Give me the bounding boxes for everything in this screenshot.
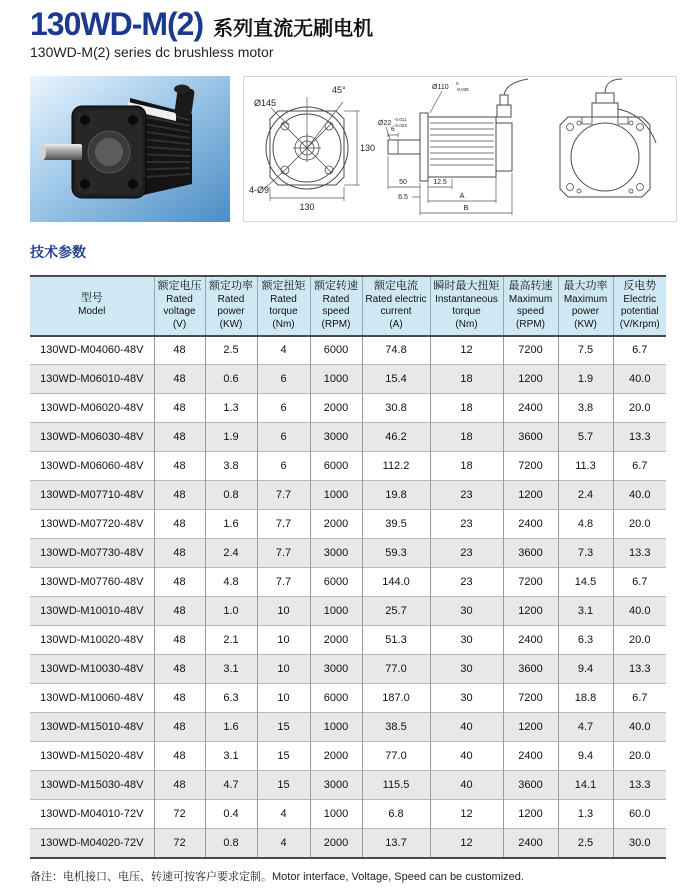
- value-cell: 51.3: [362, 626, 430, 655]
- value-cell: 2.5: [558, 829, 613, 858]
- table-row: [30, 713, 666, 742]
- side-view-drawing: [376, 77, 538, 223]
- value-cell: 48: [154, 684, 205, 713]
- table-row: [30, 539, 666, 568]
- value-cell: 12: [430, 800, 503, 829]
- value-cell: 48: [154, 713, 205, 742]
- value-cell: 48: [154, 481, 205, 510]
- value-cell: 2.4: [558, 481, 613, 510]
- column-header: 型号 Model: [30, 276, 154, 336]
- dim-shaft-tol-bottom: -0.023: [394, 122, 407, 128]
- value-cell: 115.5: [362, 771, 430, 800]
- value-cell: 0.4: [205, 800, 257, 829]
- value-cell: 10: [257, 626, 310, 655]
- value-cell: 77.0: [362, 655, 430, 684]
- dim-front-step: 12.5: [433, 178, 447, 186]
- value-cell: 6000: [310, 336, 362, 365]
- value-cell: 18: [430, 452, 503, 481]
- value-cell: 48: [154, 568, 205, 597]
- column-header: 额定电流 Rated electric current (A): [362, 276, 430, 336]
- table-row: [30, 626, 666, 655]
- dim-flange-diameter: Ø145: [254, 97, 277, 108]
- value-cell: 2400: [503, 626, 558, 655]
- dim-total-length: B: [463, 202, 469, 212]
- value-cell: 4.7: [205, 771, 257, 800]
- value-cell: 7.5: [558, 336, 613, 365]
- value-cell: 11.3: [558, 452, 613, 481]
- value-cell: 30: [430, 655, 503, 684]
- value-cell: 30: [430, 626, 503, 655]
- value-cell: 1200: [503, 481, 558, 510]
- value-cell: 2400: [503, 742, 558, 771]
- value-cell: 15: [257, 771, 310, 800]
- model-cell: 130WD-M15020-48V: [30, 742, 154, 771]
- value-cell: 1.3: [558, 800, 613, 829]
- value-cell: 18: [430, 365, 503, 394]
- model-cell: 130WD-M07710-48V: [30, 481, 154, 510]
- value-cell: 2.1: [205, 626, 257, 655]
- value-cell: 30.0: [613, 829, 666, 858]
- value-cell: 1200: [503, 713, 558, 742]
- value-cell: 6: [257, 365, 310, 394]
- dim-shaft-length: 50: [399, 178, 407, 186]
- value-cell: 5.7: [558, 423, 613, 452]
- table-header-row: [30, 276, 666, 336]
- column-header: 最大功率 Maximum power (KW): [558, 276, 613, 336]
- value-cell: 2400: [503, 510, 558, 539]
- series-title-cn: 系列直流无刷电机: [213, 18, 374, 40]
- value-cell: 1000: [310, 800, 362, 829]
- value-cell: 2000: [310, 394, 362, 423]
- dim-pilot-tol-bottom: -0.035: [456, 86, 469, 92]
- value-cell: 25.7: [362, 597, 430, 626]
- value-cell: 3.8: [558, 394, 613, 423]
- value-cell: 4.8: [205, 568, 257, 597]
- value-cell: 9.4: [558, 742, 613, 771]
- value-cell: 13.7: [362, 829, 430, 858]
- value-cell: 23: [430, 568, 503, 597]
- value-cell: 7.7: [257, 568, 310, 597]
- media-row: [30, 76, 666, 222]
- value-cell: 9.4: [558, 655, 613, 684]
- value-cell: 40: [430, 742, 503, 771]
- table-row: [30, 365, 666, 394]
- value-cell: 48: [154, 539, 205, 568]
- value-cell: 6.3: [205, 684, 257, 713]
- value-cell: 48: [154, 365, 205, 394]
- value-cell: 40.0: [613, 365, 666, 394]
- value-cell: 48: [154, 452, 205, 481]
- table-row: [30, 800, 666, 829]
- value-cell: 40: [430, 713, 503, 742]
- dim-flange-offset: 6.5: [398, 193, 408, 201]
- model-cell: 130WD-M10060-48V: [30, 684, 154, 713]
- front-view-drawing: [248, 77, 376, 223]
- value-cell: 6.7: [613, 336, 666, 365]
- series-code: 130WD-M(2): [30, 6, 204, 42]
- value-cell: 6000: [310, 684, 362, 713]
- value-cell: 4: [257, 829, 310, 858]
- model-cell: 130WD-M06020-48V: [30, 394, 154, 423]
- table-row: [30, 655, 666, 684]
- value-cell: 112.2: [362, 452, 430, 481]
- table-row: [30, 742, 666, 771]
- motor-photo: [30, 76, 230, 222]
- value-cell: 3600: [503, 423, 558, 452]
- value-cell: 48: [154, 336, 205, 365]
- value-cell: 30: [430, 597, 503, 626]
- value-cell: 7200: [503, 336, 558, 365]
- value-cell: 18: [430, 394, 503, 423]
- value-cell: 13.3: [613, 655, 666, 684]
- table-row: [30, 568, 666, 597]
- value-cell: 7200: [503, 452, 558, 481]
- value-cell: 1200: [503, 365, 558, 394]
- value-cell: 6.3: [558, 626, 613, 655]
- value-cell: 13.3: [613, 539, 666, 568]
- value-cell: 19.8: [362, 481, 430, 510]
- column-header: 额定扭矩 Rated torque (Nm): [257, 276, 310, 336]
- value-cell: 10: [257, 684, 310, 713]
- value-cell: 23: [430, 539, 503, 568]
- value-cell: 10: [257, 597, 310, 626]
- model-cell: 130WD-M06030-48V: [30, 423, 154, 452]
- model-cell: 130WD-M06060-48V: [30, 452, 154, 481]
- value-cell: 7200: [503, 568, 558, 597]
- value-cell: 3000: [310, 771, 362, 800]
- value-cell: 6: [257, 394, 310, 423]
- value-cell: 12: [430, 829, 503, 858]
- value-cell: 48: [154, 597, 205, 626]
- value-cell: 6.7: [613, 452, 666, 481]
- value-cell: 15: [257, 713, 310, 742]
- footer-note: 备注：电机接口、电压、转速可按客户要求定制。Motor interface, Voltage, Speed can be customized.: [30, 870, 524, 883]
- table-row: [30, 394, 666, 423]
- value-cell: 40: [430, 771, 503, 800]
- value-cell: 72: [154, 829, 205, 858]
- value-cell: 1.9: [558, 365, 613, 394]
- value-cell: 6.8: [362, 800, 430, 829]
- value-cell: 23: [430, 510, 503, 539]
- value-cell: 1200: [503, 800, 558, 829]
- value-cell: 48: [154, 771, 205, 800]
- value-cell: 6.7: [613, 684, 666, 713]
- value-cell: 3.1: [205, 655, 257, 684]
- value-cell: 1.0: [205, 597, 257, 626]
- value-cell: 74.8: [362, 336, 430, 365]
- value-cell: 144.0: [362, 568, 430, 597]
- value-cell: 18: [430, 423, 503, 452]
- value-cell: 3000: [310, 655, 362, 684]
- value-cell: 77.0: [362, 742, 430, 771]
- value-cell: 1000: [310, 365, 362, 394]
- value-cell: 6: [257, 452, 310, 481]
- value-cell: 40.0: [613, 713, 666, 742]
- value-cell: 4: [257, 800, 310, 829]
- value-cell: 0.6: [205, 365, 257, 394]
- motor-shaft: [42, 144, 82, 160]
- value-cell: 15: [257, 742, 310, 771]
- value-cell: 1200: [503, 597, 558, 626]
- value-cell: 2400: [503, 394, 558, 423]
- model-cell: 130WD-M04020-72V: [30, 829, 154, 858]
- value-cell: 1.6: [205, 510, 257, 539]
- series-subtitle-en: 130WD-M(2) series dc brushless motor: [30, 43, 274, 60]
- value-cell: 3600: [503, 771, 558, 800]
- value-cell: 48: [154, 655, 205, 684]
- value-cell: 13.3: [613, 423, 666, 452]
- column-header: 瞬时最大扭矩 Instantaneous torque (Nm): [430, 276, 503, 336]
- model-cell: 130WD-M07760-48V: [30, 568, 154, 597]
- dim-pilot-tol-top: 0: [456, 80, 459, 86]
- value-cell: 20.0: [613, 742, 666, 771]
- value-cell: 2000: [310, 626, 362, 655]
- model-cell: 130WD-M07720-48V: [30, 510, 154, 539]
- value-cell: 48: [154, 394, 205, 423]
- value-cell: 1.6: [205, 713, 257, 742]
- value-cell: 7.3: [558, 539, 613, 568]
- spec-table: [30, 275, 666, 859]
- value-cell: 7200: [503, 684, 558, 713]
- value-cell: 20.0: [613, 626, 666, 655]
- column-header: 最高转速 Maximum speed (RPM): [503, 276, 558, 336]
- value-cell: 7.7: [257, 539, 310, 568]
- value-cell: 7.7: [257, 510, 310, 539]
- value-cell: 3000: [310, 539, 362, 568]
- value-cell: 2.5: [205, 336, 257, 365]
- value-cell: 6.7: [613, 568, 666, 597]
- dim-key-width: 6: [391, 125, 395, 133]
- dim-pilot-diameter: Ø110: [432, 83, 449, 91]
- rear-view-drawing: [538, 77, 672, 223]
- value-cell: 2400: [503, 829, 558, 858]
- value-cell: 30: [430, 684, 503, 713]
- value-cell: 14.5: [558, 568, 613, 597]
- value-cell: 3.8: [205, 452, 257, 481]
- table-row: [30, 510, 666, 539]
- value-cell: 20.0: [613, 394, 666, 423]
- value-cell: 3.1: [205, 742, 257, 771]
- column-header: 额定功率 Rated power (KW): [205, 276, 257, 336]
- dim-shaft-tol-top: -0.011: [394, 116, 407, 122]
- value-cell: 3600: [503, 539, 558, 568]
- value-cell: 4: [257, 336, 310, 365]
- column-header: 反电势 Electric potential (V/Krpm): [613, 276, 666, 336]
- value-cell: 48: [154, 423, 205, 452]
- value-cell: 46.2: [362, 423, 430, 452]
- value-cell: 59.3: [362, 539, 430, 568]
- model-cell: 130WD-M04010-72V: [30, 800, 154, 829]
- table-row: [30, 684, 666, 713]
- value-cell: 48: [154, 510, 205, 539]
- value-cell: 38.5: [362, 713, 430, 742]
- value-cell: 1.3: [205, 394, 257, 423]
- value-cell: 30.8: [362, 394, 430, 423]
- value-cell: 7.7: [257, 481, 310, 510]
- model-cell: 130WD-M10030-48V: [30, 655, 154, 684]
- dim-flange-width: 130: [299, 201, 315, 212]
- value-cell: 3600: [503, 655, 558, 684]
- table-row: [30, 452, 666, 481]
- table-row: [30, 829, 666, 858]
- value-cell: 72: [154, 800, 205, 829]
- value-cell: 0.8: [205, 829, 257, 858]
- value-cell: 6000: [310, 568, 362, 597]
- model-cell: 130WD-M04060-48V: [40, 344, 144, 357]
- value-cell: 6: [257, 423, 310, 452]
- value-cell: 39.5: [362, 510, 430, 539]
- value-cell: 40.0: [613, 597, 666, 626]
- dimension-drawings-panel: [243, 76, 677, 222]
- value-cell: 2.4: [205, 539, 257, 568]
- value-cell: 2000: [310, 510, 362, 539]
- table-body: [30, 336, 666, 858]
- model-cell: 130WD-M10020-48V: [30, 626, 154, 655]
- value-cell: 0.8: [205, 481, 257, 510]
- model-cell: 130WD-M15010-48V: [30, 713, 154, 742]
- value-cell: 6000: [310, 452, 362, 481]
- dim-hole-angle: 45°: [332, 84, 346, 95]
- value-cell: 4.8: [558, 510, 613, 539]
- value-cell: 15.4: [362, 365, 430, 394]
- dim-mount-holes: 4-Ø9: [249, 184, 270, 195]
- value-cell: 10: [257, 655, 310, 684]
- value-cell: 1.9: [205, 423, 257, 452]
- table-row: [30, 423, 666, 452]
- value-cell: 40.0: [613, 481, 666, 510]
- model-cell: 130WD-M15030-48V: [30, 771, 154, 800]
- value-cell: 1000: [310, 597, 362, 626]
- value-cell: 4.7: [558, 713, 613, 742]
- value-cell: 60.0: [613, 800, 666, 829]
- column-header: 额定转速 Rated speed (RPM): [310, 276, 362, 336]
- model-cell: 130WD-M06010-48V: [30, 365, 154, 394]
- value-cell: 48: [154, 742, 205, 771]
- value-cell: 3.1: [558, 597, 613, 626]
- value-cell: 12: [430, 336, 503, 365]
- model-cell: 130WD-M10010-48V: [30, 597, 154, 626]
- dim-body-length: A: [459, 190, 465, 200]
- value-cell: 13.3: [613, 771, 666, 800]
- column-header: 额定电压 Rated voltage (V): [154, 276, 205, 336]
- dim-flange-height: 130: [360, 142, 376, 153]
- value-cell: 48: [154, 626, 205, 655]
- table-row: [30, 771, 666, 800]
- page-title: [30, 8, 666, 42]
- table-row: [30, 481, 666, 510]
- dim-shaft-diameter: Ø22: [378, 119, 392, 127]
- value-cell: 2000: [310, 829, 362, 858]
- value-cell: 2000: [310, 742, 362, 771]
- value-cell: 18.8: [558, 684, 613, 713]
- value-cell: 20.0: [613, 510, 666, 539]
- value-cell: 14.1: [558, 771, 613, 800]
- model-cell: 130WD-M07730-48V: [30, 539, 154, 568]
- section-title-tech-params: 技术参数: [30, 243, 86, 260]
- value-cell: 1000: [310, 481, 362, 510]
- table-row: [30, 336, 666, 365]
- value-cell: 1000: [310, 713, 362, 742]
- value-cell: 3000: [310, 423, 362, 452]
- value-cell: 23: [430, 481, 503, 510]
- value-cell: 187.0: [362, 684, 430, 713]
- table-row: [30, 597, 666, 626]
